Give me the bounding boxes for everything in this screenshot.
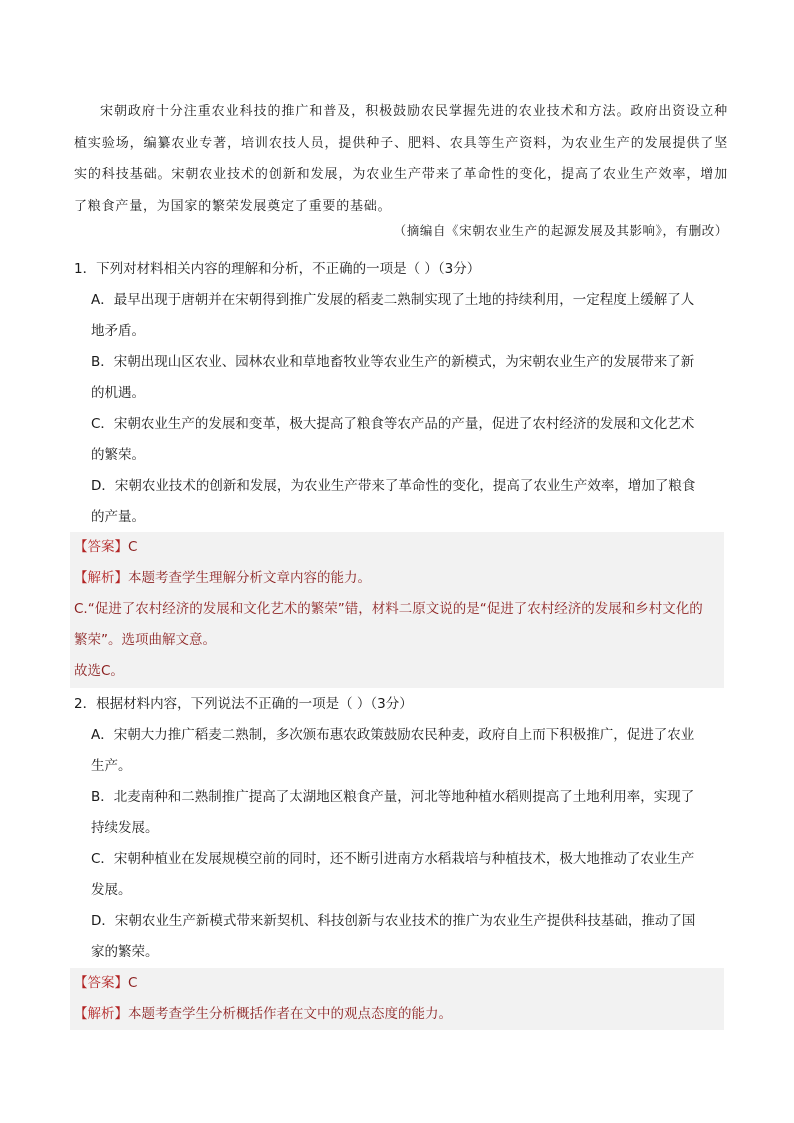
option-a-line2: 生产。 <box>91 758 132 774</box>
option-b-line1: B．北麦南种和二熟制推广提高了太湖地区粮食产量，河北等地种植水稻则提高了土地利用率，实现了 <box>91 789 695 805</box>
question-1 <box>74 254 724 533</box>
option-c <box>74 409 724 471</box>
answer-line <box>74 968 720 999</box>
option-a-line1: A．宋朝大力推广稻麦二熟制，多次颁布惠农政策鼓励农民种麦，政府自上而下积极推广，促进了农业 <box>91 727 695 743</box>
analysis-text: 本题考查学生理解分析文章内容的能力。 <box>128 570 371 586</box>
conclusion: 故选C。 <box>74 663 124 679</box>
option-c <box>74 844 724 906</box>
passage-paragraph: 宋朝政府十分注重农业科技的推广和普及，积极鼓励农民掌握先进的农业技术和方法。政府出资设立种植实验场，编纂农业专著，培训农技人员，提供种子、肥料、农具等生产资料，为农业生产的发展提供了坚实的科技基础。宋朝农业技术的创新和发展，为农业生产带来了革命性的变化，提高了农业生产效率，增加了粮食产量，为国家的繁荣发展奠定了重要的基础。 <box>74 104 728 214</box>
option-c-line1: C．宋朝种植业在发展规模空前的同时，还不断引进南方水稻栽培与种植技术，极大地推动了农业生产 <box>91 851 695 867</box>
option-d-line1: D．宋朝农业生产新模式带来新契机、科技创新与农业技术的推广为农业生产提供科技基础，推动了国 <box>91 913 696 929</box>
option-c-line2: 发展。 <box>91 882 132 898</box>
option-d <box>74 471 724 533</box>
option-b <box>74 347 724 409</box>
option-d-line2: 的产量。 <box>91 509 145 525</box>
option-c-line1: C．宋朝农业生产的发展和变革，极大提高了粮食等农产品的产量，促进了农村经济的发展和文化艺术 <box>91 416 695 432</box>
answer-value: C <box>128 975 138 991</box>
option-d-line1: D．宋朝农业技术的创新和发展，为农业生产带来了革命性的变化，提高了农业生产效率，增加了粮食 <box>91 478 696 494</box>
option-c-line2: 的繁荣。 <box>91 447 145 463</box>
analysis-line <box>74 563 720 594</box>
answer-box-1 <box>70 532 724 688</box>
option-b-line2: 的机遇。 <box>91 385 145 401</box>
explanation-line2: 繁荣”。选项曲解文意。 <box>74 632 216 648</box>
explanation <box>74 594 720 656</box>
option-b <box>74 782 724 844</box>
passage-source: （摘编自《宋朝农业生产的起源发展及其影响》，有删改） <box>393 223 728 238</box>
option-b-line1: B．宋朝出现山区农业、园林农业和草地畜牧业等农业生产的新模式，为宋朝农业生产的发展带来了新 <box>91 354 695 370</box>
option-a <box>74 720 724 782</box>
answer-tag: 【答案】 <box>74 975 128 991</box>
option-d-line2: 家的繁荣。 <box>91 944 159 960</box>
analysis-tag: 【解析】 <box>74 570 128 586</box>
question-2 <box>74 689 724 968</box>
reading-passage <box>74 96 728 222</box>
answer-value: C <box>128 539 138 555</box>
question-stem: 1．下列对材料相关内容的理解和分析，不正确的一项是（ ）（3分） <box>74 261 481 277</box>
analysis-line <box>74 999 720 1030</box>
option-a-line2: 地矛盾。 <box>91 323 145 339</box>
answer-tag: 【答案】 <box>74 539 128 555</box>
analysis-tag: 【解析】 <box>74 1006 128 1022</box>
option-d <box>74 906 724 968</box>
option-a <box>74 285 724 347</box>
question-stem: 2．根据材料内容，下列说法不正确的一项是（ ）（3分） <box>74 696 413 712</box>
explanation-line1: C.“促进了农村经济的发展和文化艺术的繁荣”错，材料二原文说的是“促进了农村经济的发展和乡村文化的 <box>74 601 703 617</box>
option-a-line1: A．最早出现于唐朝并在宋朝得到推广发展的稻麦二熟制实现了土地的持续利用，一定程度上缓解了人 <box>91 292 695 308</box>
answer-line <box>74 532 720 563</box>
analysis-text: 本题考查学生分析概括作者在文中的观点态度的能力。 <box>128 1006 452 1022</box>
answer-box-2 <box>70 968 724 1030</box>
option-b-line2: 持续发展。 <box>91 820 159 836</box>
